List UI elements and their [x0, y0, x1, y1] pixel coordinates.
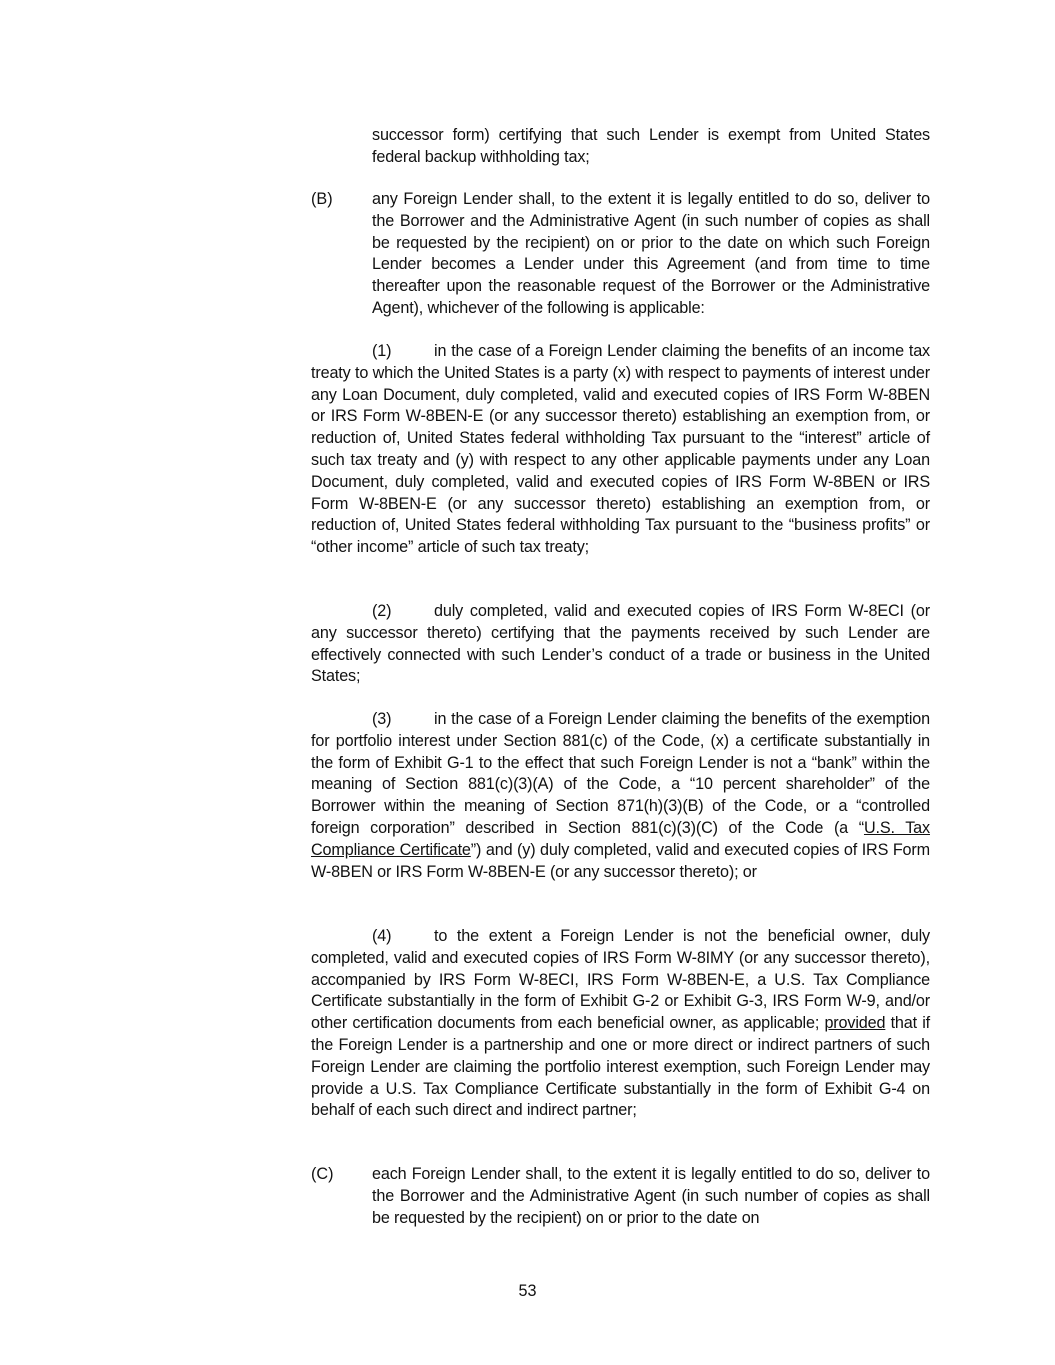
item-1-text: in the case of a Foreign Lender claiming the benefits of an income tax treaty to which the United States is a party (x) with respect to payments of interest under any Loan Document, duly completed, valid and executed copies of IRS Form W-8BEN or IRS Form W-8BEN-E (or any successor thereto) establishing an exemption from, or reduction of, United States federal withholding Tax pursuant to the “interest” article of such tax treaty and (y) with respect to any other applicable payments under any Loan Document, duly completed, valid and executed copies of IRS Form W-8BEN or IRS Form W-8BEN-E (or any successor thereto) establishing an exemption from, or reduction of, United States federal withholding Tax pursuant to the “business profits” or “other income” article of such tax treaty; [311, 342, 930, 557]
clause-b-text: any Foreign Lender shall, to the extent it is legally entitled to do so, deliver to the Borrower and the Administrative Agent (in such number of copies as shall be requested by the recipient) on or prior to the date on which such Foreign Lender becomes a Lender under this Agreement (and from time to time thereafter upon the reasonable request of the Borrower or the Administrative Agent), whichever of the following is applicable: [372, 190, 930, 317]
item-4-text-before: to the extent a Foreign Lender is not the beneficial owner, duly completed, valid and executed copies of IRS Form W-8IMY (or any successor thereto), accompanied by IRS Form W-8ECI, IRS Form W-8BEN-E, a U.S. Tax Compliance Certificate substantially in the form of Exhibit G-2 or Exhibit G-3, IRS Form W-9, and/or other certification documents from each beneficial owner, as applicable; [311, 927, 930, 1033]
clause-b-label: (B) [311, 190, 333, 208]
us-tax-compliance-certificate-term: U.S. Tax Compliance Certificate [311, 818, 930, 859]
page-number: 53 [518, 1282, 537, 1300]
item-2-text: duly completed, valid and executed copies of IRS Form W-8ECI (or any successor thereto) certifying that the payments received by such Lender are effectively connected with such Lender’s conduct of a trade or business in the United States; [311, 602, 930, 686]
item-3-number: (3) [372, 710, 392, 728]
item-3-text-before: in the case of a Foreign Lender claiming the benefits of the exemption for portfolio interest under Section 881(c) of the Code, (x) a certificate substantially in the form of Exhibit G-1 to the effect that such Foreign Lender is not a “bank” within the meaning of Section 881(c)(3)(A) of the Code, a “10 percent shareholder” of the Borrower within the meaning of Section 871(h)(3)(B) of the Code, or a “controlled foreign corporation” described in Section 881(c)(3)(C) of the Code (a “ [311, 710, 930, 837]
item-4-number: (4) [372, 927, 392, 945]
clause-c-label: (C) [311, 1165, 334, 1183]
item-1-number: (1) [372, 342, 392, 360]
item-3-paragraph [311, 709, 930, 883]
item-2-number: (2) [372, 602, 392, 620]
item-4-paragraph [311, 926, 930, 1122]
item-4-text-after: that if the Foreign Lender is a partnership and one or more direct or indirect partners of such Foreign Lender are claiming the portfolio interest exemption, such Foreign Lender may provide a U.S. Tax Compliance Certificate substantially in the form of Exhibit G-4 on behalf of each such direct and indirect partner; [311, 1014, 930, 1120]
item-2-paragraph [311, 601, 930, 688]
clause-c-text: each Foreign Lender shall, to the extent it is legally entitled to do so, deliver to the Borrower and the Administrative Agent (in such number of copies as shall be requested by the recipient) on or prior to the date on [372, 1165, 930, 1227]
item-3-text-after: ”) and (y) duly completed, valid and executed copies of IRS Form W-8BEN or IRS Form W-8BEN-E (or any successor thereto); or [311, 840, 930, 881]
intro-paragraph: successor form) certifying that such Lender is exempt from United States federal backup withholding tax; [372, 126, 930, 166]
provided-term: provided [824, 1014, 886, 1033]
item-1-paragraph [311, 341, 930, 559]
